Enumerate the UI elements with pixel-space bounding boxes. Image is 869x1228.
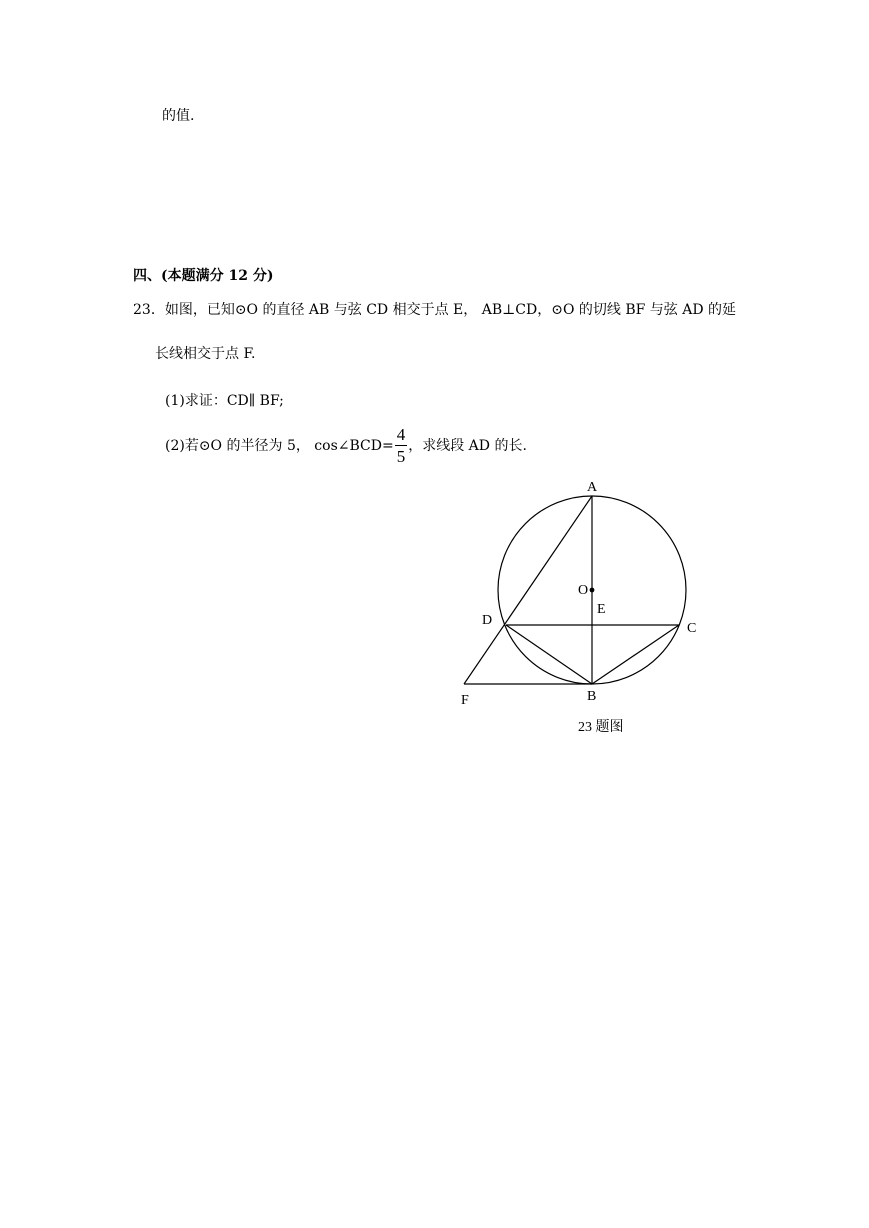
segment-cb (592, 625, 679, 684)
fraction-numerator: 4 (396, 425, 406, 444)
section-heading: 四、(本题满分 12 分) (133, 268, 274, 284)
problem-part-1: (1)求证：CD∥ BF; (165, 393, 284, 409)
part-2-text-before: (2)若⊙O 的半径为 5， cos∠BCD= (165, 437, 394, 454)
line-af (464, 496, 592, 684)
label-e: E (597, 602, 606, 617)
segment-db (506, 625, 592, 684)
label-d: D (482, 613, 493, 628)
previous-question-tail: 的值. (162, 108, 195, 124)
problem-statement-line-2: 长线相交于点 F. (155, 346, 256, 362)
label-c: C (687, 621, 697, 636)
fraction-denominator: 5 (396, 446, 406, 466)
label-b: B (587, 689, 597, 704)
problem-statement-line-1: 23．如图，已知⊙O 的直径 AB 与弦 CD 相交于点 E， AB⊥CD，⊙O 的切线 BF 与弦 AD 的延 (133, 302, 737, 318)
figure-caption: 23 题图 (578, 720, 624, 735)
label-f: F (461, 693, 469, 708)
center-dot (590, 588, 595, 593)
label-o: O (578, 583, 589, 598)
label-a: A (587, 480, 598, 495)
part-2-text-after: ，求线段 AD 的长. (408, 437, 527, 454)
